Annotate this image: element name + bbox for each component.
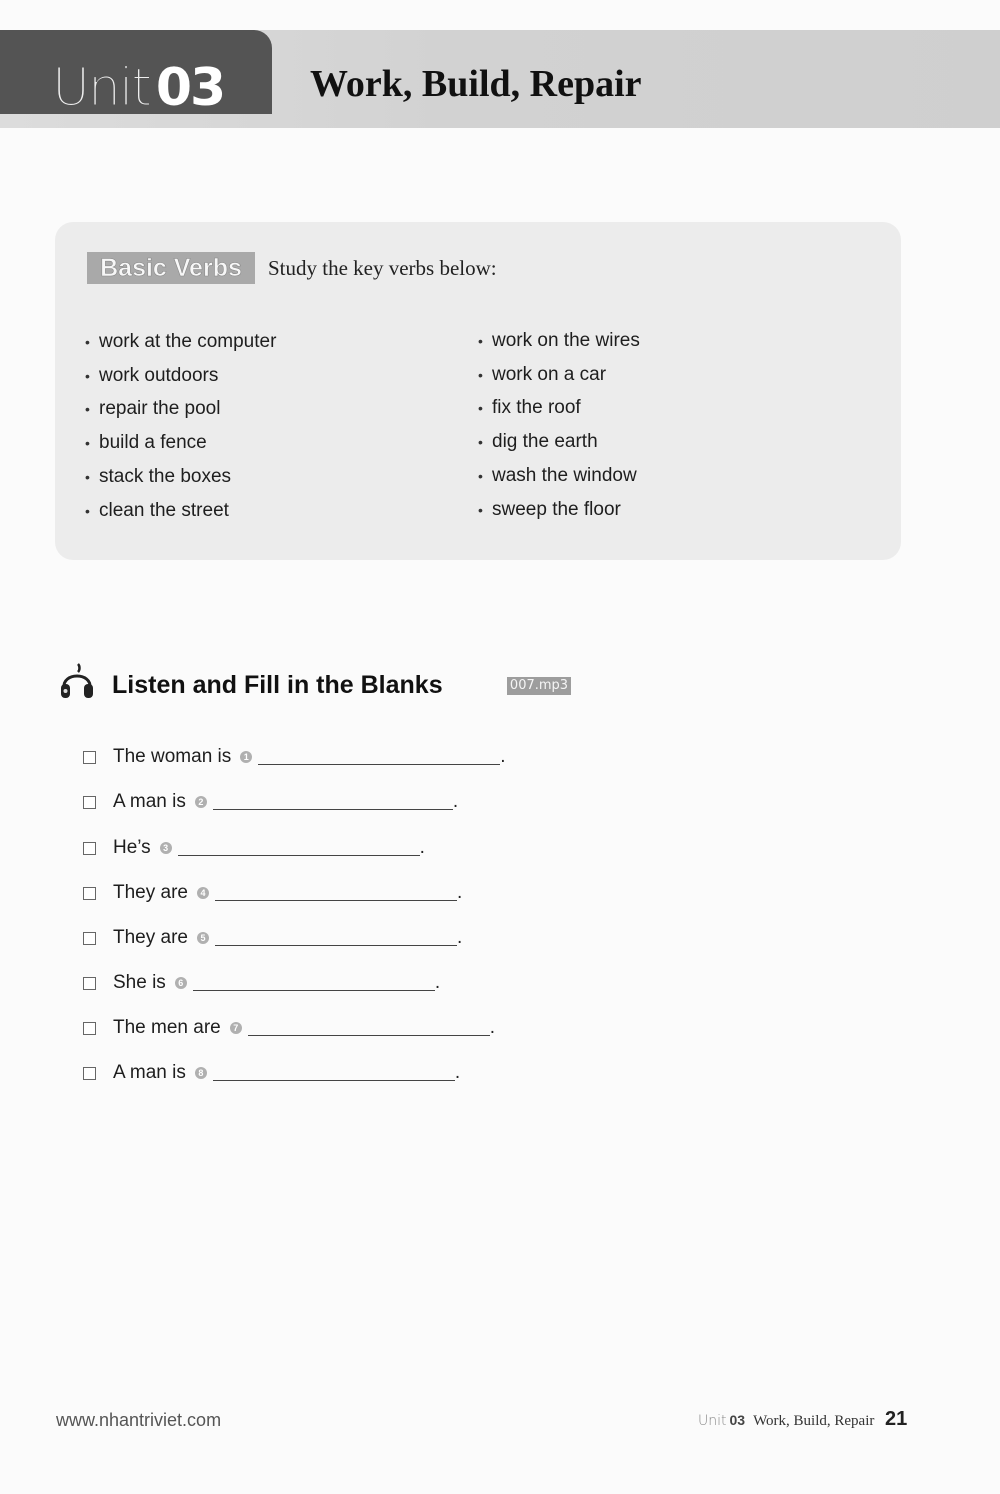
unit-number: 03 (155, 58, 225, 118)
prompt-text: A man is (113, 1062, 186, 1083)
period: . (419, 837, 425, 858)
unit-word: Unit (52, 58, 150, 118)
verb-item (478, 459, 640, 493)
verb-item (478, 392, 640, 426)
headphone-icon (58, 662, 96, 704)
verb-text: fix the roof (492, 397, 581, 419)
period: . (456, 927, 463, 948)
page-number: 21 (885, 1408, 908, 1430)
verb-item (478, 493, 640, 527)
verb-item (85, 494, 276, 528)
verb-item (85, 359, 276, 393)
period: . (452, 791, 459, 812)
verb-item (85, 460, 276, 494)
bullet-icon: • (85, 333, 90, 350)
footer-unit-number: 03 (729, 1412, 746, 1428)
verb-item (478, 425, 640, 459)
checkbox-icon[interactable] (83, 796, 96, 809)
prompt-text: She is (113, 972, 166, 993)
answer-blank[interactable] (258, 763, 500, 765)
verb-text: stack the boxes (99, 466, 232, 488)
checkbox-icon[interactable] (83, 1067, 96, 1080)
verb-text: dig the earth (492, 431, 598, 453)
prompt-text: They are (113, 882, 188, 903)
answer-blank[interactable] (213, 1079, 455, 1081)
bullet-icon: • (85, 502, 90, 519)
verb-text: work outdoors (99, 364, 219, 386)
checkbox-icon[interactable] (83, 977, 96, 990)
verb-item (478, 324, 640, 358)
footer-unit-label (698, 1412, 874, 1430)
unit-label (52, 58, 224, 118)
footer-website: www.nhantriviet.com (56, 1410, 222, 1430)
answer-blank[interactable] (215, 944, 457, 946)
period: . (500, 746, 506, 767)
bullet-icon: • (478, 434, 483, 451)
fill-blank-row (83, 744, 506, 770)
verb-list-left (85, 325, 276, 528)
bullet-icon: • (478, 468, 483, 485)
period: . (434, 972, 441, 993)
number-badge: 2 (195, 796, 207, 808)
verb-item (85, 393, 276, 427)
bullet-icon: • (478, 332, 483, 349)
fill-blank-row (83, 1015, 495, 1041)
number-badge: 1 (240, 751, 252, 763)
number-badge: 4 (197, 887, 209, 899)
period: . (456, 882, 463, 903)
verb-list-right (478, 324, 640, 527)
period: . (489, 1017, 496, 1038)
listen-section-title: Listen and Fill in the Blanks (112, 671, 443, 699)
answer-blank[interactable] (178, 854, 420, 856)
fill-blank-row (83, 970, 440, 996)
period: . (454, 1062, 461, 1083)
checkbox-icon[interactable] (83, 932, 96, 945)
fill-blank-row (83, 1060, 460, 1086)
audio-file-badge[interactable]: 007.mp3 (507, 677, 571, 695)
number-badge: 5 (197, 932, 209, 944)
basic-verbs-intro: Study the key verbs below: (268, 256, 497, 280)
verb-text: wash the window (492, 465, 637, 487)
checkbox-icon[interactable] (83, 751, 96, 764)
prompt-text: He’s (113, 837, 151, 858)
page-title: Work, Build, Repair (310, 63, 642, 105)
prompt-text: The men are (113, 1017, 221, 1038)
verb-text: work on a car (492, 363, 607, 385)
verb-item (85, 426, 276, 460)
number-badge: 6 (175, 977, 187, 989)
checkbox-icon[interactable] (83, 887, 96, 900)
bullet-icon: • (85, 367, 90, 384)
verb-text: work at the computer (99, 330, 277, 352)
basic-verbs-badge: Basic Verbs (87, 252, 255, 284)
verb-text: work on the wires (492, 329, 640, 351)
fill-blank-row (83, 880, 462, 906)
verb-item (478, 358, 640, 392)
fill-blank-row (83, 925, 462, 951)
fill-blank-row (83, 789, 458, 815)
bullet-icon: • (85, 401, 90, 418)
checkbox-icon[interactable] (83, 842, 96, 855)
checkbox-icon[interactable] (83, 1022, 96, 1035)
bullet-icon: • (478, 366, 483, 383)
footer-unit-title: Work, Build, Repair (753, 1413, 875, 1429)
prompt-text: They are (113, 927, 188, 948)
prompt-text: A man is (113, 791, 186, 812)
verb-text: repair the pool (99, 398, 221, 420)
prompt-text: The woman is (113, 746, 232, 767)
number-badge: 3 (160, 842, 172, 854)
verb-text: build a fence (99, 432, 207, 454)
number-badge: 7 (230, 1022, 242, 1034)
footer-unit-word: Unit (698, 1413, 727, 1429)
bullet-icon: • (85, 435, 90, 452)
answer-blank[interactable] (215, 899, 457, 901)
verb-item (85, 325, 276, 359)
bullet-icon: • (85, 469, 90, 486)
fill-blank-row (83, 835, 425, 861)
bullet-icon: • (478, 501, 483, 518)
answer-blank[interactable] (193, 989, 435, 991)
verb-text: sweep the floor (492, 498, 621, 520)
answer-blank[interactable] (248, 1034, 490, 1036)
answer-blank[interactable] (213, 808, 453, 810)
number-badge: 8 (195, 1067, 207, 1079)
bullet-icon: • (478, 400, 483, 417)
verb-text: clean the street (99, 499, 229, 521)
